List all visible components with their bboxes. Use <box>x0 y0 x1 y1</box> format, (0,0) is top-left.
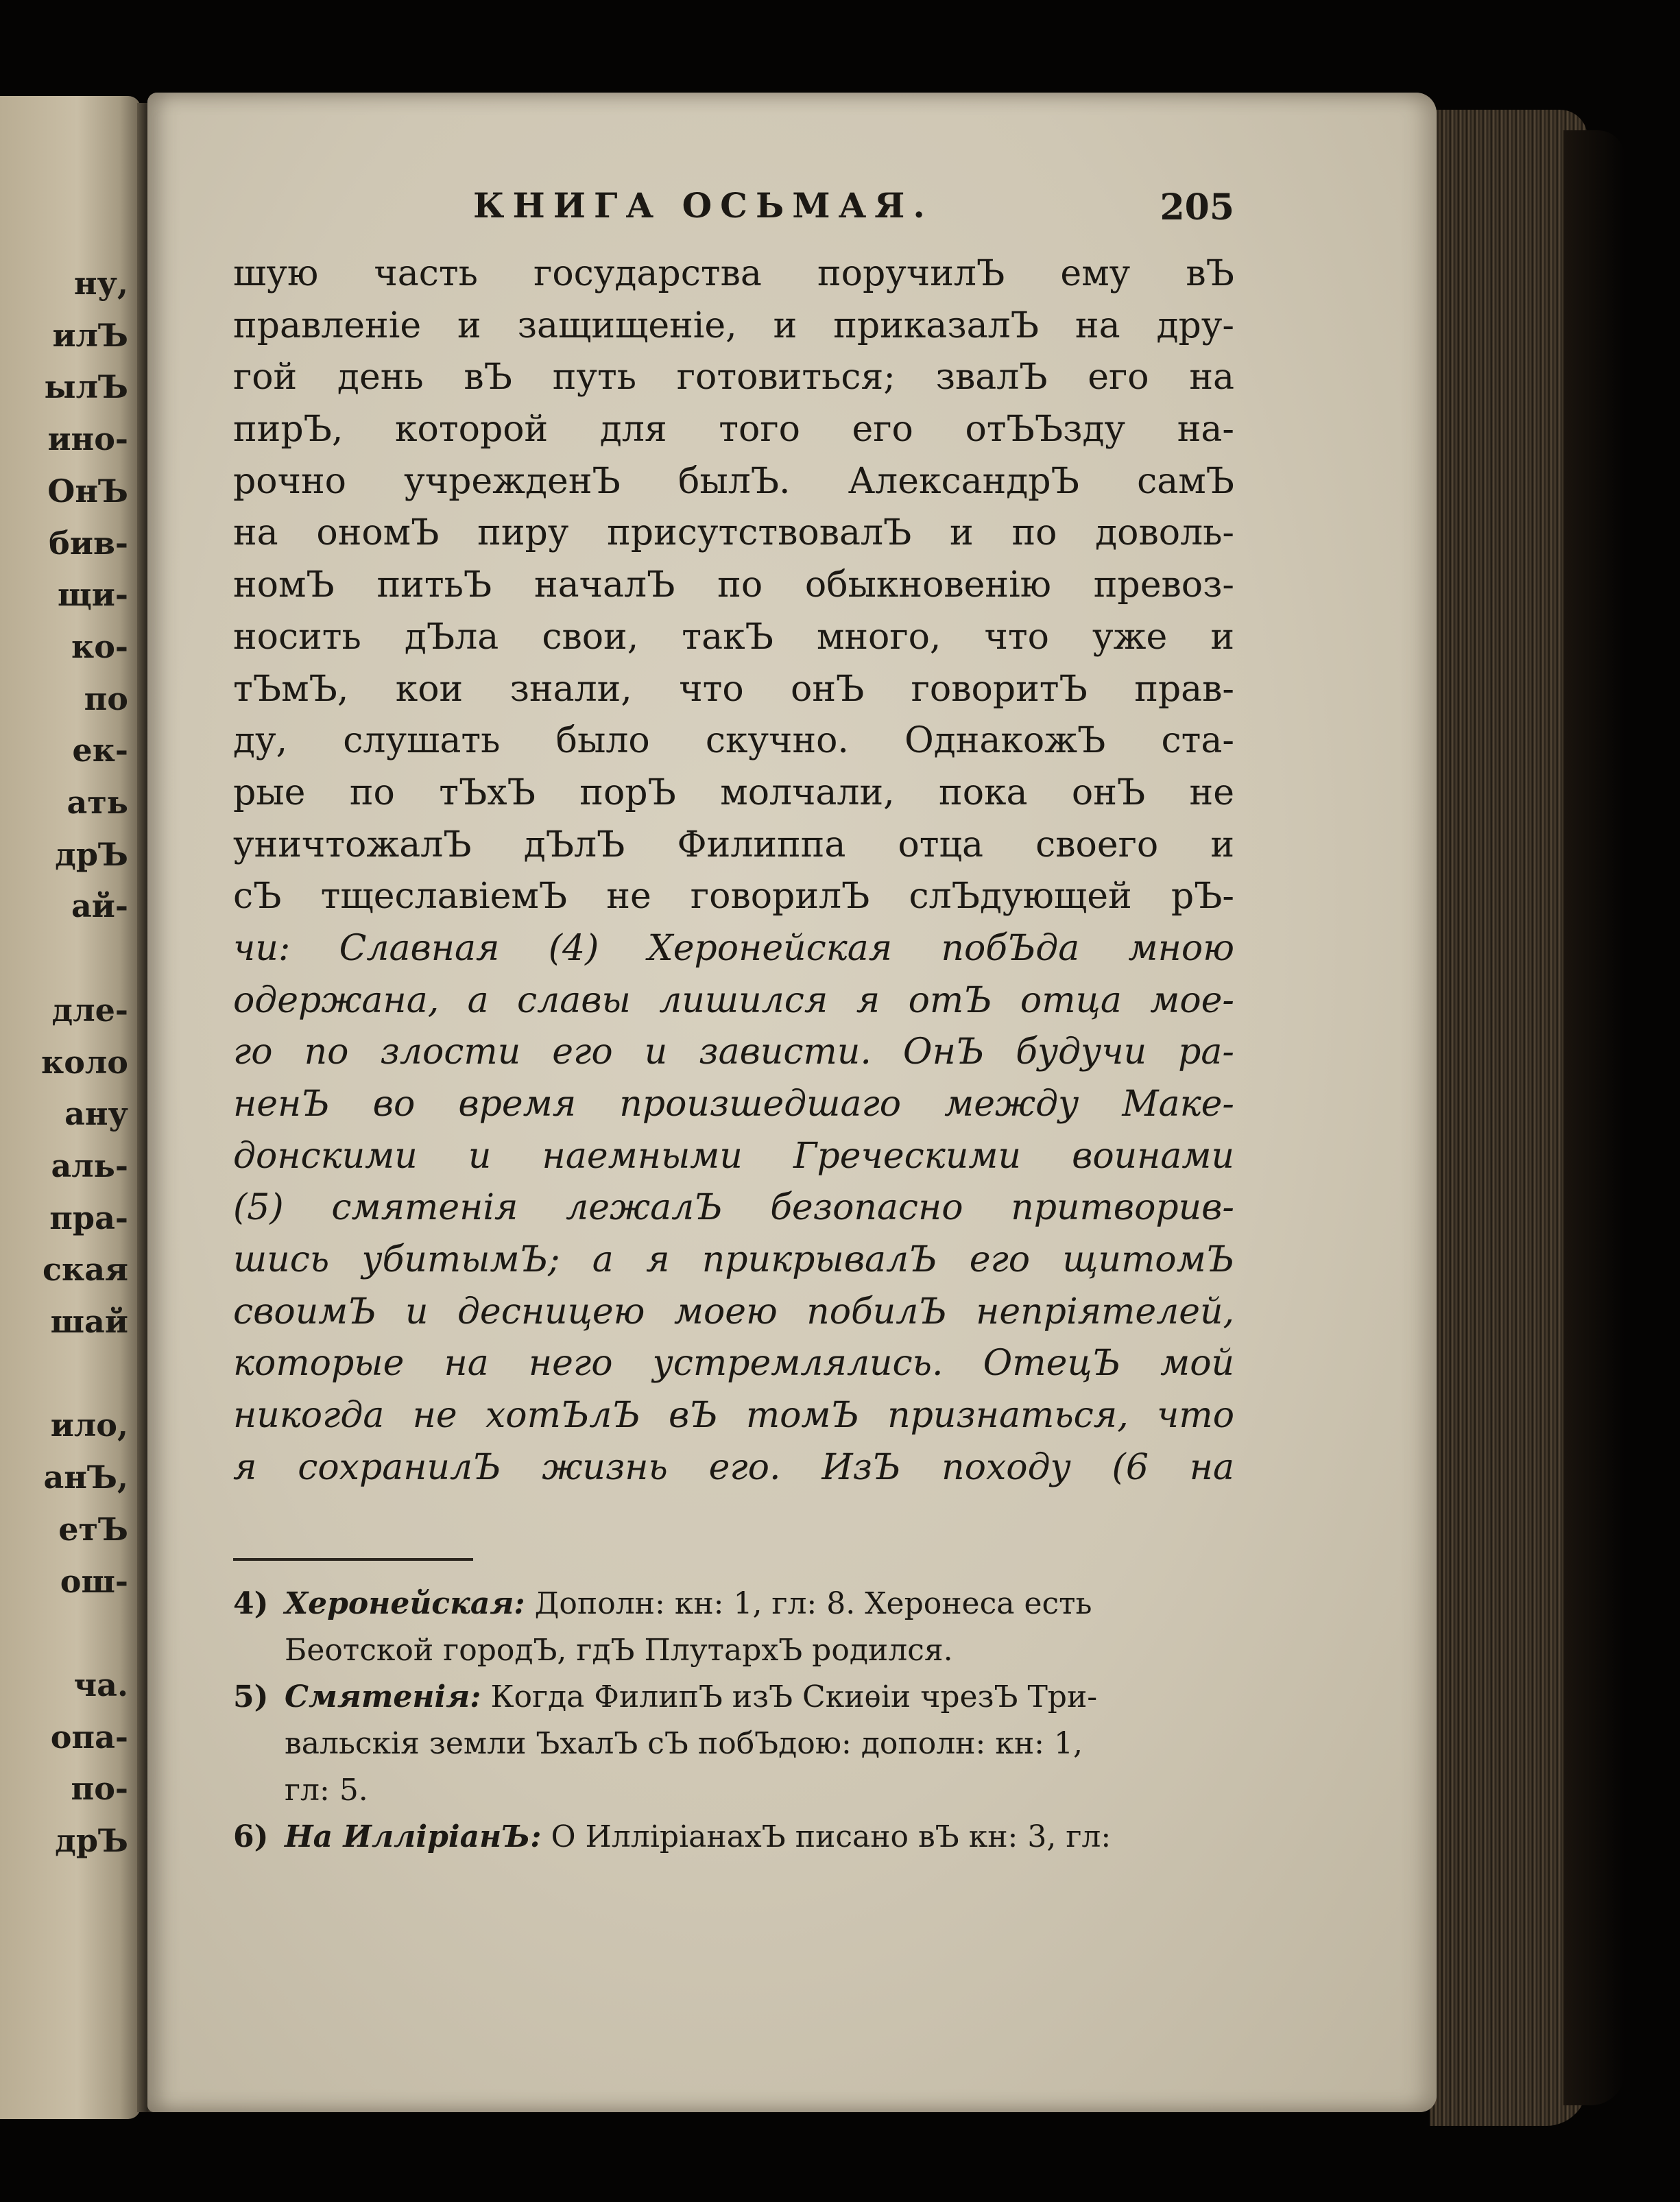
previous-page-fragment: ош- <box>60 1562 128 1600</box>
text-line: никогда не хотЪлЪ вЪ томЪ признаться, что <box>233 1395 1234 1437</box>
previous-page-fragment: ча. <box>73 1666 128 1703</box>
footnote-number: 6) <box>233 1819 269 1854</box>
footnote-4 <box>233 1581 1241 1627</box>
text-line: ненЪ во время произшедшаго между Маке- <box>233 1084 1234 1125</box>
previous-page-fragment: илЪ <box>52 316 128 354</box>
text-line: шую часть государства поручилЪ ему вЪ <box>233 253 1234 294</box>
previous-page-fragment: ко- <box>71 627 128 665</box>
footnote-5-continuation: вальскія земли ЪхалЪ сЪ побЪдою: дополн: кн: 1, <box>285 1726 1083 1761</box>
text-line: я сохранилЪ жизнь его. ИзЪ походу (6 на <box>233 1446 1234 1488</box>
text-line: своимЪ и десницею моею побилЪ непріятелей, <box>233 1291 1234 1332</box>
previous-page-fragment: ай- <box>71 887 128 925</box>
footnote-term: На ИлліріанЪ: <box>285 1819 542 1854</box>
text-line: сЪ тщеславіемЪ не говорилЪ слЪдующей рЪ- <box>233 876 1234 918</box>
previous-page-fragment: коло <box>40 1043 128 1081</box>
footnote-number: 4) <box>233 1586 269 1621</box>
footnote-term: Херонейская: <box>285 1586 525 1621</box>
text-line: го по злости его и зависти. ОнЪ будучи ра- <box>233 1031 1234 1073</box>
previous-page-fragment: ану <box>64 1095 128 1133</box>
previous-page-fragment: ек- <box>72 732 128 769</box>
previous-page-fragment: ОнЪ <box>47 472 128 510</box>
previous-page-fragment: опа- <box>50 1718 128 1756</box>
previous-page-fragment: по <box>84 680 128 717</box>
previous-page-fragment: пра- <box>49 1199 128 1236</box>
previous-page-fragment: аль- <box>51 1147 128 1184</box>
previous-page-fragment: ило, <box>50 1407 128 1444</box>
main-text <box>233 248 1234 1494</box>
previous-page-fragment: етЪ <box>58 1510 128 1548</box>
footnote-text: О ИлліріанахЪ писано вЪ кн: 3, гл: <box>551 1819 1112 1854</box>
text-line: чи: Славная (4) Херонейская побЪда мною <box>233 927 1234 969</box>
footnote-number: 5) <box>233 1679 269 1714</box>
previous-page-fragment: ылЪ <box>44 368 128 406</box>
page-edges-shadow <box>1563 130 1625 2105</box>
page-number: 205 <box>1160 187 1234 228</box>
previous-page-fragment: ать <box>67 784 128 821</box>
text-line: донскими и наемными Греческими воинами <box>233 1135 1234 1177</box>
previous-page-fragment: ская <box>42 1251 128 1289</box>
text-line: которые на него устремлялись. ОтецЪ мой <box>233 1343 1234 1385</box>
footnote-term: Смятенія: <box>285 1679 481 1714</box>
previous-page-fragment: шай <box>50 1303 128 1340</box>
text-line: одержана, а славы лишился я отЪ отца мое- <box>233 979 1234 1021</box>
footnote-4-continuation: Беотской городЪ, гдЪ ПлутархЪ родился. <box>285 1633 953 1668</box>
previous-page-strip <box>0 96 141 2119</box>
previous-page-fragment: щи- <box>58 576 128 614</box>
previous-page-fragment: бив- <box>49 524 128 562</box>
text-line: уничтожалЪ дЪлЪ Филиппа отца своего и <box>233 824 1234 865</box>
footnote-5 <box>233 1674 1241 1721</box>
text-line: рочно учрежденЪ былЪ. АлександрЪ самЪ <box>233 460 1234 502</box>
previous-page-fragment: анЪ, <box>43 1459 128 1496</box>
text-line: гой день вЪ путь готовиться; звалЪ его на <box>233 357 1234 398</box>
text-line: номЪ питьЪ началЪ по обыкновенію превоз- <box>233 564 1234 606</box>
previous-page-fragment: ино- <box>47 420 128 458</box>
text-line: (5) смятенія лежалЪ безопасно притворив- <box>233 1187 1234 1229</box>
text-line: носить дЪла свои, такЪ много, что уже и <box>233 616 1234 658</box>
text-line: тЪмЪ, кои знали, что онЪ говоритЪ прав- <box>233 668 1234 710</box>
text-line: рые по тЪхЪ порЪ молчали, пока онЪ не <box>233 771 1234 813</box>
running-head: КНИГА ОСЬМАЯ. <box>473 185 933 226</box>
page-header <box>233 185 1234 233</box>
previous-page-fragment: по- <box>71 1770 128 1808</box>
footnote-rule <box>233 1558 473 1561</box>
footnote-6 <box>233 1814 1241 1860</box>
previous-page-fragment: дрЪ <box>55 1822 128 1859</box>
footnote-text: Когда ФилипЪ изЪ Скиѳіи чрезЪ Три- <box>490 1679 1098 1714</box>
previous-page-fragment: дле- <box>51 991 128 1029</box>
previous-page-fragment: дрЪ <box>55 835 128 873</box>
footnote-5-continuation-2: гл: 5. <box>285 1773 368 1808</box>
text-line: на ономЪ пиру присутствовалЪ и по доволь- <box>233 512 1234 554</box>
footnote-text: Дополн: кн: 1, гл: 8. Херонеса есть <box>534 1586 1092 1621</box>
text-line: пирЪ, которой для того его отЪЪзду на- <box>233 409 1234 451</box>
text-line: шись убитымЪ; а я прикрывалЪ его щитомЪ <box>233 1239 1234 1281</box>
footnotes <box>233 1581 1241 1860</box>
text-line: правленіе и защищеніе, и приказалЪ на дру- <box>233 304 1234 346</box>
text-line: ду, слушать было скучно. ОднакожЪ ста- <box>233 720 1234 762</box>
previous-page-fragment: ну, <box>73 265 128 302</box>
